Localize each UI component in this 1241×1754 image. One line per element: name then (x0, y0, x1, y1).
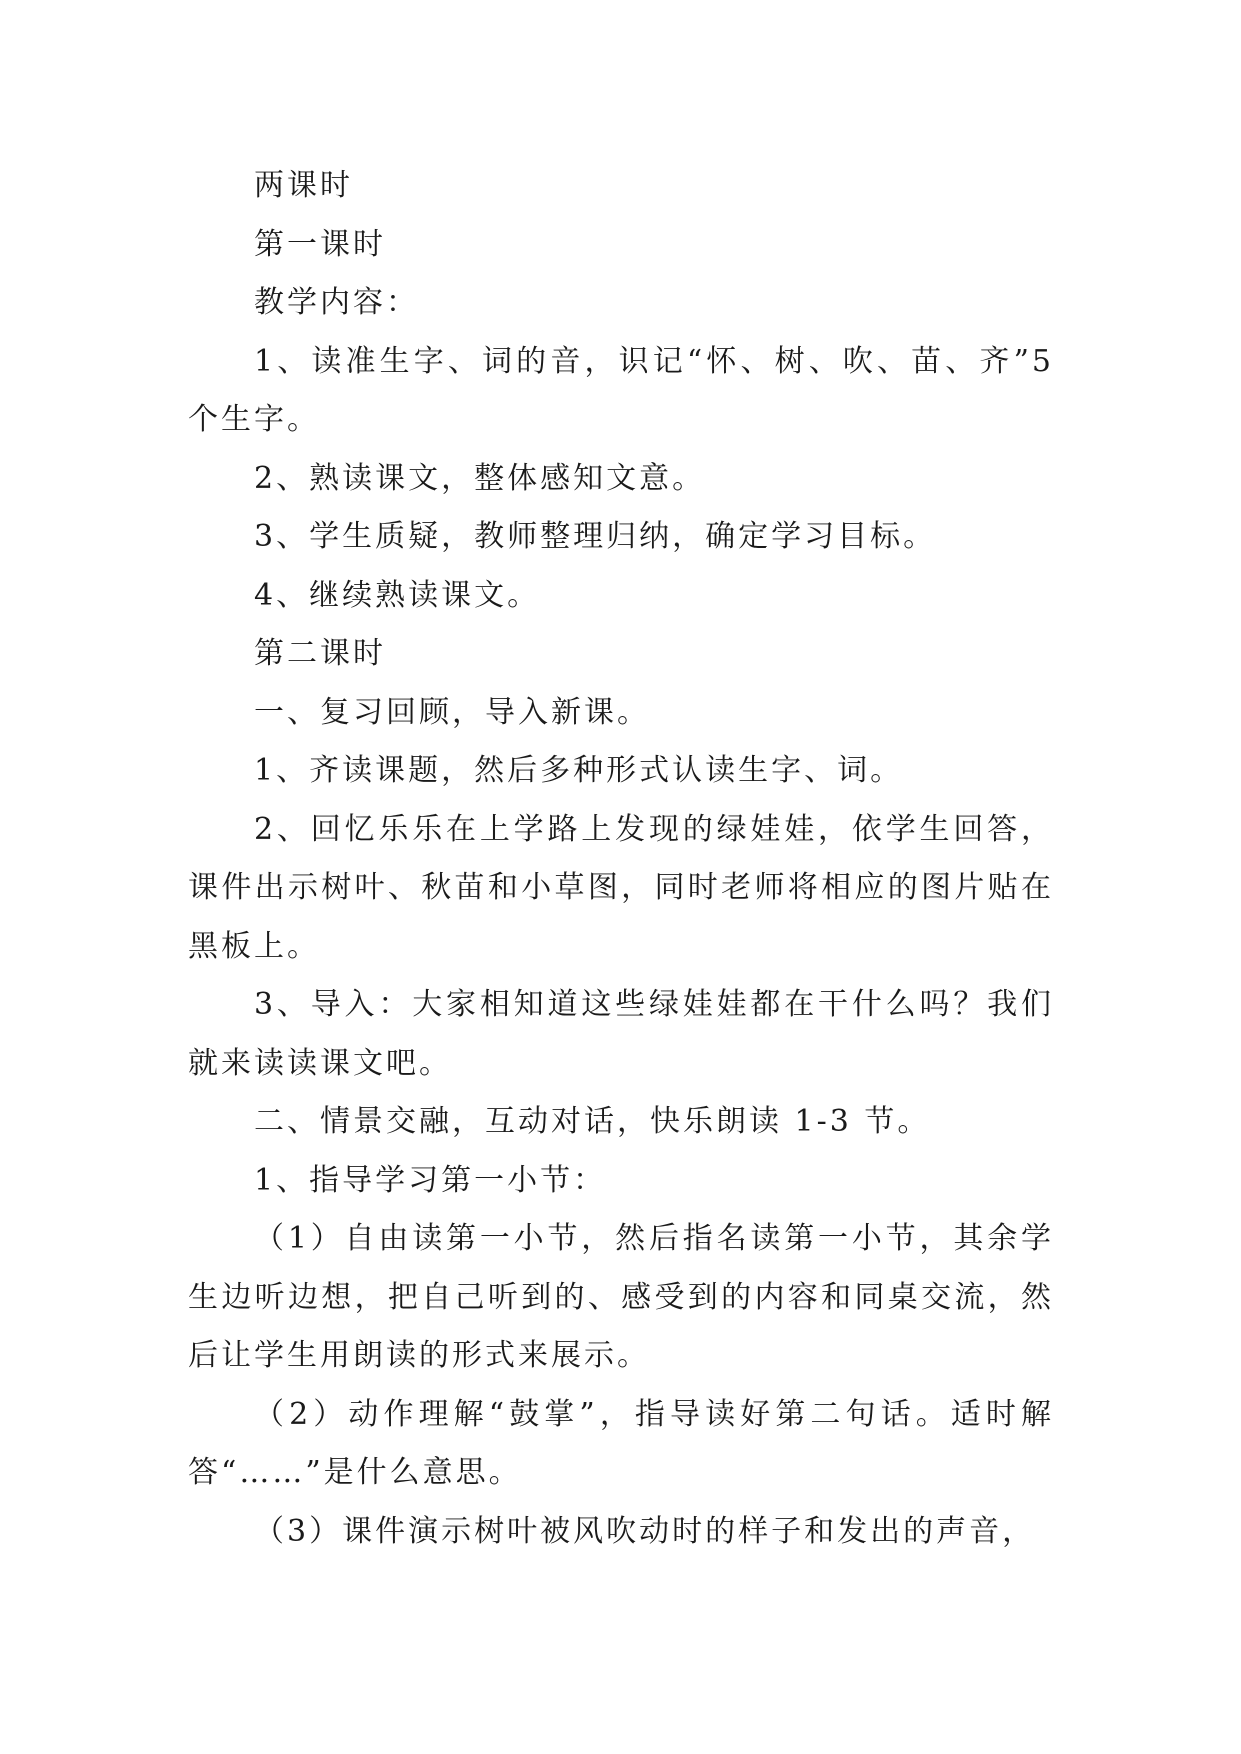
section-1-item-3: 3、导入：大家相知道这些绿娃娃都在干什么吗？我们就来读读课文吧。 (188, 987, 1054, 1081)
lesson-count: 两课时 (254, 168, 353, 203)
section-2-heading: 二、情景交融，互动对话，快乐朗读 1-3 节。 (254, 1104, 931, 1139)
section-2-sub-3: （3）课件演示树叶被风吹动时的样子和发出的声音， (254, 1513, 1036, 1549)
section-1-item-1: 1、齐读课题，然后多种形式认读生字、词。 (254, 753, 904, 788)
teaching-content-heading: 教学内容： (254, 285, 419, 320)
first-lesson-heading: 第一课时 (254, 226, 386, 262)
section-2-item-1: 1、指导学习第一小节： (254, 1162, 607, 1198)
section-1-item-2: 2、回忆乐乐在上学路上发现的绿娃娃，依学生回答，课件出示树叶、秋苗和小草图，同时老师将相应的图片贴在黑板上。 (188, 811, 1054, 964)
second-lesson-heading: 第二课时 (254, 636, 386, 671)
document-body (188, 157, 1054, 1561)
content-item-4: 4、继续熟读课文。 (254, 577, 541, 613)
section-1-heading: 一、复习回顾，导入新课。 (254, 694, 650, 730)
content-item-1: 1、读准生字、词的音，识记“怀、树、吹、苗、齐”5个生字。 (188, 343, 1054, 437)
section-2-sub-1: （1）自由读第一小节，然后指名读第一小节，其余学生边听边想，把自己听到的、感受到的内容和同桌交流，然后让学生用朗读的形式来展示。 (188, 1221, 1054, 1373)
content-item-2: 2、熟读课文，整体感知文意。 (254, 460, 706, 496)
section-2-sub-2: （2）动作理解“鼓掌”，指导读好第二句话。适时解答“……”是什么意思。 (188, 1396, 1054, 1490)
content-item-3: 3、学生质疑，教师整理归纳，确定学习目标。 (254, 519, 937, 554)
